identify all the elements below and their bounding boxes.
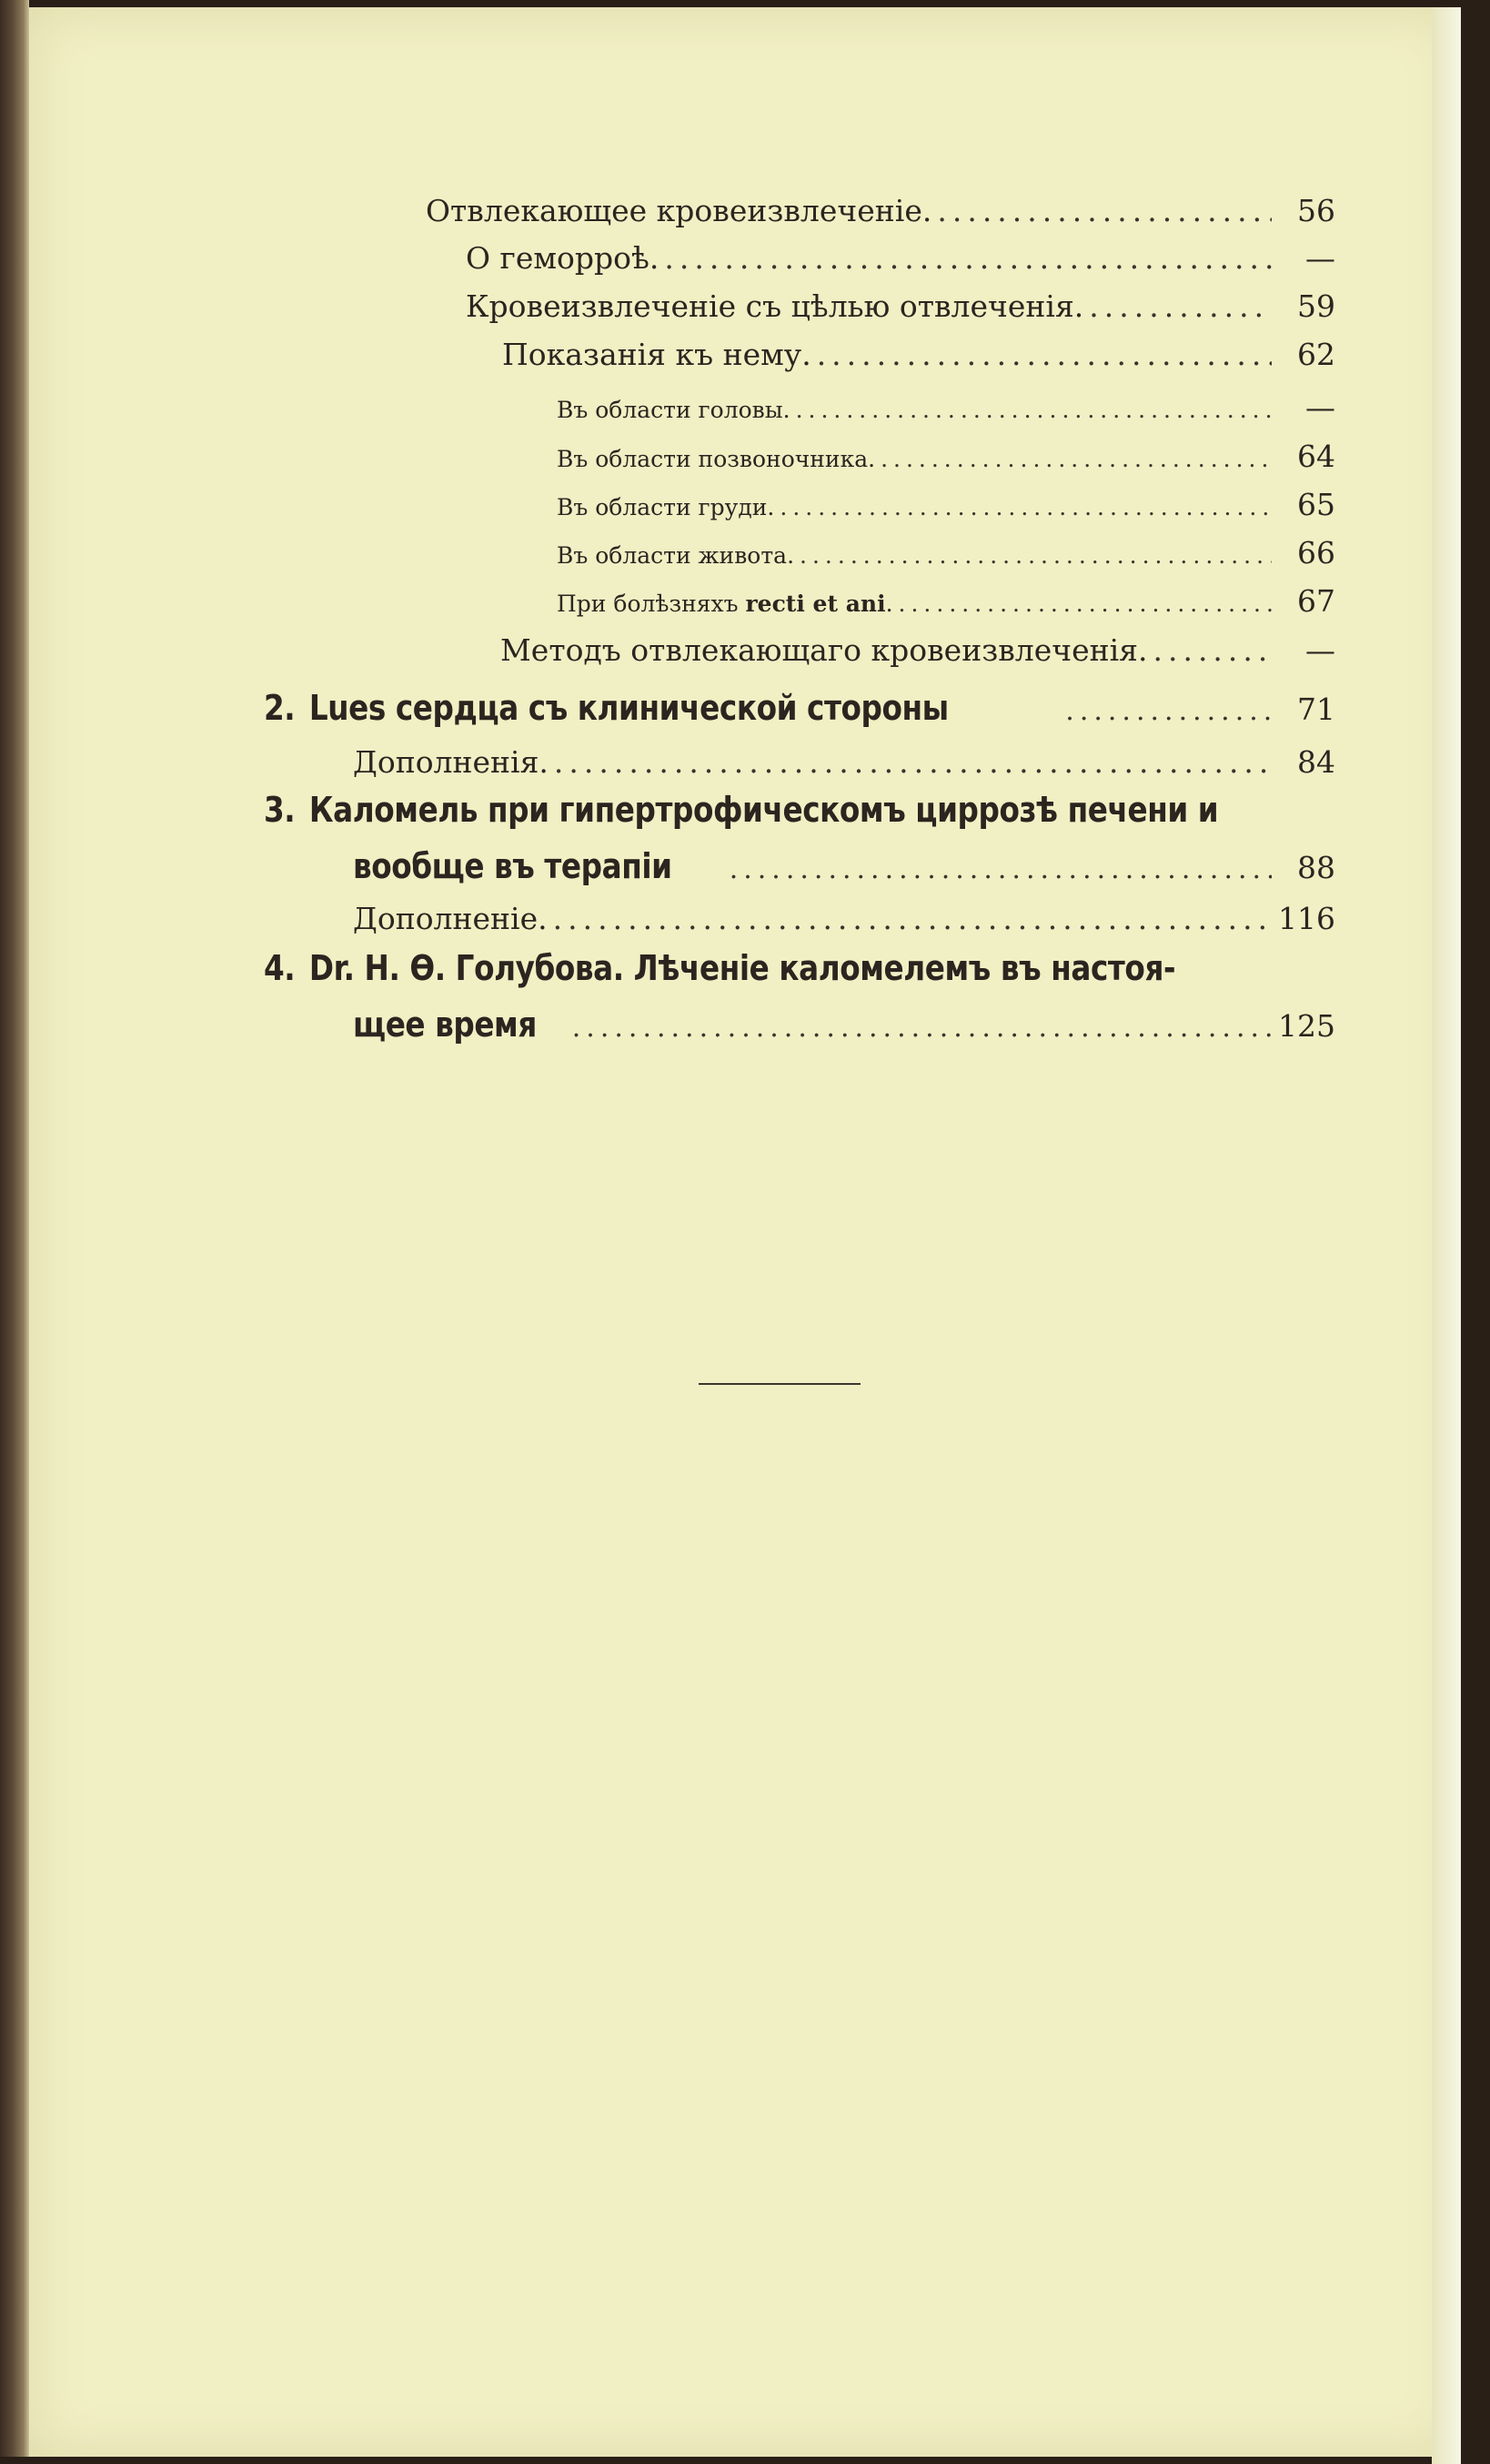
- leader-dots: [730, 853, 1272, 885]
- section-title-continuation: [353, 1005, 567, 1045]
- toc-page-number: 65: [1297, 487, 1335, 522]
- section-heading: [264, 688, 1060, 728]
- leader-dots: [937, 193, 1272, 228]
- toc-entry: [557, 487, 1335, 522]
- leader-dots: [1089, 288, 1272, 324]
- section-number: 4.: [264, 948, 296, 988]
- toc-page-number: 88: [1297, 850, 1335, 885]
- toc-entry-label: Кровеизвлеченіе съ цѣлью отвлеченія.: [466, 288, 1084, 324]
- toc-entry-label: Методъ отвлекающаго кровеизвлеченія.: [500, 632, 1148, 668]
- leader-dots: [572, 1012, 1272, 1044]
- toc-entry: [426, 193, 1335, 228]
- section-number: 2.: [264, 688, 296, 728]
- toc-page-number: 64: [1297, 439, 1335, 474]
- leader-dots: [796, 397, 1272, 423]
- toc-entry: [502, 337, 1335, 372]
- toc-entry-label-suffix: .: [885, 591, 893, 617]
- toc-entry: [500, 632, 1335, 668]
- toc-entry-label: Въ области позвоночника.: [557, 446, 876, 472]
- leader-dots: [1065, 695, 1272, 727]
- toc-entry: [557, 439, 1335, 474]
- section-title: Dr. Н. Ѳ. Голубова. Лѣченіе каломелемъ въ настоя-: [308, 948, 1176, 988]
- section-number: 3.: [264, 790, 296, 830]
- toc-page-number: 125: [1278, 1008, 1335, 1044]
- leader-dots: [780, 494, 1272, 520]
- toc-page-number: —: [1305, 240, 1335, 276]
- leader-dots: [899, 591, 1272, 617]
- leader-dots: [817, 337, 1272, 372]
- leader-dots: [553, 901, 1272, 936]
- leader-dots: [554, 744, 1272, 780]
- leader-dots: [800, 542, 1272, 569]
- section-title: Каломель при гипертрофическомъ циррозѣ печени и: [308, 790, 1219, 830]
- toc-page-number: 67: [1297, 583, 1335, 619]
- leader-dots: [1153, 632, 1272, 668]
- toc-page-number: 62: [1297, 337, 1335, 372]
- toc-page-number: 66: [1297, 535, 1335, 571]
- toc-entry-label: [557, 591, 893, 617]
- toc-section-4-line2: [353, 1005, 1335, 1045]
- toc-entry: [353, 901, 1335, 936]
- end-rule: [699, 1383, 861, 1385]
- toc-entry-label: Въ области головы.: [557, 397, 790, 423]
- toc-page-number: 116: [1278, 901, 1335, 936]
- toc-entry: [557, 583, 1335, 619]
- toc-entry-label-latin: recti et ani: [745, 591, 886, 617]
- toc-entry-label-prefix: При болѣзняхъ: [557, 591, 746, 617]
- toc-page-number: —: [1305, 632, 1335, 668]
- toc-page-number: 59: [1297, 288, 1335, 324]
- toc-page-number: —: [1305, 389, 1335, 425]
- leader-dots: [664, 240, 1272, 276]
- toc-section-4-line1: [264, 948, 1324, 988]
- toc-entry: [557, 389, 1335, 425]
- toc-page-number: 71: [1297, 692, 1335, 727]
- toc-entry-label: Дополненіе.: [353, 901, 548, 936]
- section-title: вообще въ терапіи: [353, 846, 672, 886]
- toc-section-2: [264, 688, 1335, 728]
- toc-page-number: 56: [1297, 193, 1335, 228]
- toc-entry: [466, 288, 1335, 324]
- section-title: Lues сердца съ клинической стороны: [308, 688, 949, 728]
- toc-entry-label: Въ области груди.: [557, 494, 775, 520]
- toc-section-3-line2: [353, 846, 1335, 886]
- section-title: щее время: [353, 1005, 537, 1045]
- leader-dots: [881, 446, 1272, 472]
- toc-entry-label: О геморроѣ.: [466, 240, 659, 276]
- toc-entry: [466, 240, 1335, 276]
- toc-entry-label: Показанія къ нему.: [502, 337, 811, 372]
- toc-entry: [557, 535, 1335, 571]
- toc-entry-label: Отвлекающее кровеизвлеченіе.: [426, 193, 932, 228]
- toc-entry-label: Дополненія.: [353, 744, 549, 780]
- toc-entry: [353, 744, 1335, 780]
- toc-page-number: 84: [1297, 744, 1335, 780]
- toc-entry-label: Въ области живота.: [557, 542, 795, 569]
- toc-section-3-line1: [264, 790, 1374, 830]
- section-title-continuation: [353, 846, 724, 886]
